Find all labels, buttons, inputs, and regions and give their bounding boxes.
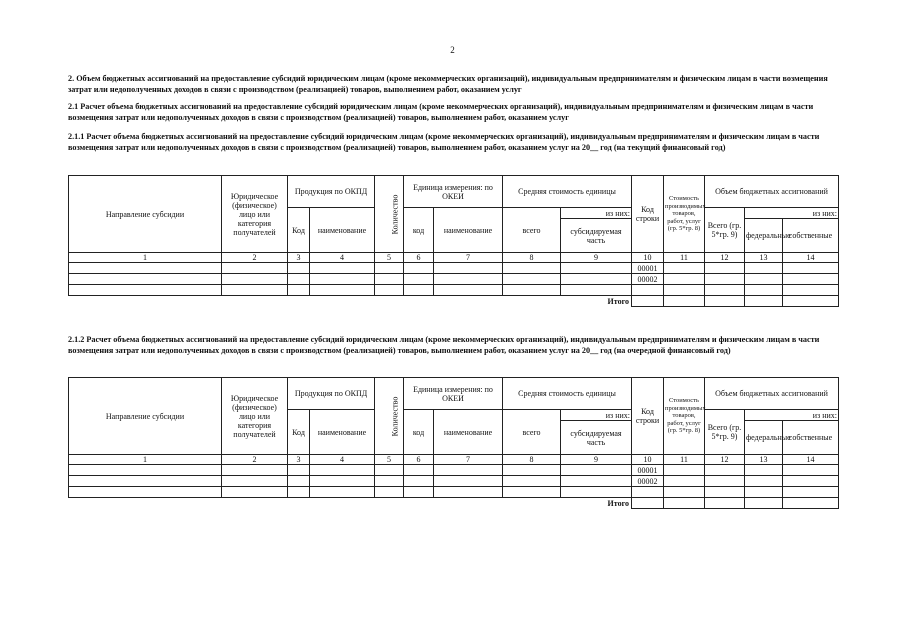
table-cell[interactable] — [434, 274, 503, 285]
table-cell[interactable] — [745, 274, 783, 285]
header-budget-of-them: из них: — [745, 208, 839, 219]
table-cell[interactable] — [783, 285, 839, 296]
table-cell[interactable] — [632, 285, 664, 296]
table-cell[interactable] — [222, 487, 288, 498]
column-number: 6 — [404, 253, 434, 263]
table-row — [69, 476, 839, 487]
header-okpd-name: наименование — [310, 208, 375, 253]
column-number: 12 — [705, 253, 745, 263]
section-2-1-1-heading: 2.1.1 Расчет объема бюджетных ассигнований на предоставление субсидий юридическим лицам (кроме некоммерческих организаций), индивидуальным предпринимателям и физическим лицам в части возмещения затрат или недополученных доходов в связи с производством (реализацией) товаров, выполнением работ, оказанием услуг на 20__ год (на текущий финансовый год) — [68, 132, 820, 152]
table-cell[interactable] — [745, 263, 783, 274]
table-cell[interactable] — [375, 274, 404, 285]
table-cell[interactable] — [561, 465, 632, 476]
table-cell[interactable] — [783, 476, 839, 487]
column-number: 13 — [745, 455, 783, 465]
table-cell[interactable] — [404, 487, 434, 498]
column-number: 4 — [310, 455, 375, 465]
total-row — [69, 498, 839, 509]
table-cell[interactable] — [561, 487, 632, 498]
table-cell[interactable] — [404, 263, 434, 274]
header-subsidized-part: субсидируемая часть — [561, 421, 632, 455]
column-number: 1 — [69, 253, 222, 263]
table-cell[interactable] — [288, 487, 310, 498]
table-cell[interactable] — [375, 285, 404, 296]
header-okpd: Продукция по ОКПД — [288, 176, 375, 208]
section-2-1-2-heading: 2.1.2 Расчет объема бюджетных ассигнований на предоставление субсидий юридическим лицам (кроме некоммерческих организаций), индивидуальным предпринимателям и физическим лицам в части возмещения затрат или недополученных доходов в связи с производством (реализацией) товаров, выполнением работ, оказанием услуг на 20__ год (на очередной финансовый год) — [68, 335, 820, 355]
header-unit: Единица измерения: по ОКЕИ — [404, 378, 503, 410]
table-cell[interactable] — [288, 465, 310, 476]
table-cell[interactable] — [503, 263, 561, 274]
column-number: 8 — [503, 253, 561, 263]
header-production-cost: Стоимость производимых товаров, работ, услуг (гр. 5*гр. 8) — [664, 176, 705, 253]
column-number: 9 — [561, 253, 632, 263]
table-cell[interactable] — [404, 476, 434, 487]
header-okpd-code: Код — [288, 410, 310, 455]
column-number: 8 — [503, 455, 561, 465]
table-cell[interactable] — [222, 274, 288, 285]
table-cell[interactable] — [632, 296, 664, 307]
column-number: 5 — [375, 455, 404, 465]
section-2-1-heading: 2.1 Расчет объема бюджетных ассигнований на предоставление субсидий юридическим лицам (кроме некоммерческих организаций), индивидуальным предпринимателям и физическим лицам в части возмещения затрат или недополученных доходов в связи с производством (реализацией) товаров, выполнением работ, оказанием услуг — [68, 102, 814, 122]
table-cell[interactable] — [222, 263, 288, 274]
header-okei-code: код — [404, 410, 434, 455]
header-budget-volume: Объем бюджетных ассигнований — [705, 378, 839, 410]
table-cell[interactable] — [783, 274, 839, 285]
row-code-cell: 00001 — [632, 465, 664, 476]
table-cell[interactable] — [745, 296, 783, 307]
table-cell[interactable] — [705, 274, 745, 285]
table-row — [69, 274, 839, 285]
header-row-code: Код строки — [632, 378, 664, 455]
table-cell[interactable] — [404, 285, 434, 296]
table-cell[interactable] — [434, 285, 503, 296]
row-code-cell: 00002 — [632, 476, 664, 487]
table-cell[interactable] — [310, 274, 375, 285]
table-cell[interactable] — [561, 476, 632, 487]
table-cell[interactable] — [783, 465, 839, 476]
header-okpd: Продукция по ОКПД — [288, 378, 375, 410]
header-federal: федеральные — [745, 219, 783, 253]
table-cell[interactable] — [434, 487, 503, 498]
table-cell[interactable] — [632, 498, 664, 509]
table-cell[interactable] — [434, 476, 503, 487]
table-cell[interactable] — [69, 476, 222, 487]
table-cell[interactable] — [783, 296, 839, 307]
table-cell[interactable] — [664, 487, 705, 498]
table-cell[interactable] — [745, 285, 783, 296]
header-budget-volume: Объем бюджетных ассигнований — [705, 176, 839, 208]
row-code-cell: 00002 — [632, 274, 664, 285]
table-cell[interactable] — [375, 476, 404, 487]
table-cell[interactable] — [745, 476, 783, 487]
table-cell[interactable] — [222, 465, 288, 476]
total-row — [69, 296, 839, 307]
header-avg-cost: Средняя стоимость единицы — [503, 176, 632, 208]
header-avg-total: всего — [503, 410, 561, 455]
table-cell[interactable] — [503, 285, 561, 296]
table-cell[interactable] — [664, 296, 705, 307]
table-cell[interactable] — [434, 263, 503, 274]
table-cell[interactable] — [664, 498, 705, 509]
table-cell[interactable] — [561, 274, 632, 285]
table-cell[interactable] — [783, 263, 839, 274]
table-cell[interactable] — [783, 487, 839, 498]
table-cell[interactable] — [503, 476, 561, 487]
table-cell[interactable] — [310, 285, 375, 296]
total-label: Итого — [607, 498, 629, 508]
table-row — [69, 465, 839, 476]
table-cell[interactable] — [745, 498, 783, 509]
table-cell[interactable] — [69, 274, 222, 285]
header-okei-name: наименование — [434, 410, 503, 455]
header-direction: Направление субсидии — [69, 176, 222, 253]
table-cell[interactable] — [632, 487, 664, 498]
header-legal-entity: Юридическое (физическое) лицо или категория получателей — [222, 378, 288, 455]
table-cell[interactable] — [705, 263, 745, 274]
header-okpd-name: наименование — [310, 410, 375, 455]
table-cell[interactable] — [375, 465, 404, 476]
table-cell[interactable] — [288, 263, 310, 274]
header-legal-entity: Юридическое (физическое) лицо или категория получателей — [222, 176, 288, 253]
table-cell[interactable] — [664, 274, 705, 285]
column-number: 2 — [222, 253, 288, 263]
header-production-cost: Стоимость производимых товаров, работ, услуг (гр. 5*гр. 8) — [664, 378, 705, 455]
table-cell[interactable] — [288, 274, 310, 285]
table-cell[interactable] — [561, 263, 632, 274]
table-cell[interactable] — [434, 465, 503, 476]
header-avg-total: всего — [503, 208, 561, 253]
column-number: 3 — [288, 455, 310, 465]
table-cell[interactable] — [69, 465, 222, 476]
column-number: 12 — [705, 455, 745, 465]
table-cell[interactable] — [69, 487, 222, 498]
table-cell[interactable] — [310, 476, 375, 487]
column-number: 1 — [69, 455, 222, 465]
table-row — [69, 487, 839, 498]
header-okei-code: код — [404, 208, 434, 253]
table-cell[interactable] — [375, 487, 404, 498]
table-cell[interactable] — [69, 263, 222, 274]
header-avg-of-them: из них: — [561, 410, 632, 421]
table-cell[interactable] — [705, 476, 745, 487]
column-number: 5 — [375, 253, 404, 263]
table-cell[interactable] — [705, 285, 745, 296]
column-number: 7 — [434, 253, 503, 263]
table-cell[interactable] — [705, 487, 745, 498]
column-number: 3 — [288, 253, 310, 263]
table-cell[interactable] — [69, 285, 222, 296]
row-code-cell: 00001 — [632, 263, 664, 274]
table-row — [69, 263, 839, 274]
column-number: 11 — [664, 253, 705, 263]
header-federal: федеральные — [745, 421, 783, 455]
header-own: собственные — [783, 219, 839, 253]
table-cell[interactable] — [664, 263, 705, 274]
header-unit: Единица измерения: по ОКЕИ — [404, 176, 503, 208]
table-cell[interactable] — [664, 476, 705, 487]
table-cell[interactable] — [664, 465, 705, 476]
header-direction: Направление субсидии — [69, 378, 222, 455]
table-cell[interactable] — [503, 274, 561, 285]
table-cell[interactable] — [664, 285, 705, 296]
header-avg-of-them: из них: — [561, 208, 632, 219]
column-number: 11 — [664, 455, 705, 465]
header-subsidized-part: субсидируемая часть — [561, 219, 632, 253]
column-number: 2 — [222, 455, 288, 465]
header-total-budget: Всего (гр. 5*гр. 9) — [705, 410, 745, 455]
table-cell[interactable] — [310, 465, 375, 476]
header-row-code: Код строки — [632, 176, 664, 253]
table-cell[interactable] — [503, 465, 561, 476]
header-okei-name: наименование — [434, 208, 503, 253]
table-cell[interactable] — [222, 285, 288, 296]
subsidy-table-current-year — [68, 175, 839, 307]
column-number: 6 — [404, 455, 434, 465]
table-cell[interactable] — [222, 476, 288, 487]
column-number: 4 — [310, 253, 375, 263]
table-cell[interactable] — [705, 465, 745, 476]
header-avg-cost: Средняя стоимость единицы — [503, 378, 632, 410]
header-own: собственные — [783, 421, 839, 455]
table-cell[interactable] — [375, 263, 404, 274]
column-number: 14 — [783, 455, 839, 465]
table-cell[interactable] — [705, 296, 745, 307]
table-cell[interactable] — [705, 498, 745, 509]
column-number: 9 — [561, 455, 632, 465]
table-cell[interactable] — [745, 487, 783, 498]
column-number: 7 — [434, 455, 503, 465]
table-cell[interactable] — [288, 285, 310, 296]
column-number: 14 — [783, 253, 839, 263]
column-number: 13 — [745, 253, 783, 263]
table-cell[interactable] — [404, 465, 434, 476]
table-cell[interactable] — [404, 274, 434, 285]
column-number: 10 — [632, 455, 664, 465]
table-cell[interactable] — [783, 498, 839, 509]
table-cell[interactable] — [561, 285, 632, 296]
table-cell[interactable] — [288, 476, 310, 487]
table-cell[interactable] — [310, 263, 375, 274]
page-number: 2 — [450, 45, 455, 55]
total-label: Итого — [607, 296, 629, 306]
header-quantity: Количество — [375, 378, 404, 455]
section-2-heading: 2. Объем бюджетных ассигнований на предоставление субсидий юридическим лицам (кроме некоммерческих организаций), индивидуальным предпринимателям и физическим лицам в части возмещения затрат или недополученных доходов в связи с производством (реализацией) товаров, выполнением работ, оказанием услуг — [68, 74, 828, 94]
table-cell[interactable] — [503, 487, 561, 498]
table-cell[interactable] — [745, 465, 783, 476]
table-row — [69, 285, 839, 296]
header-budget-of-them: из них: — [745, 410, 839, 421]
column-number: 10 — [632, 253, 664, 263]
subsidy-table-next-year — [68, 377, 839, 509]
table-cell[interactable] — [310, 487, 375, 498]
header-total-budget: Всего (гр. 5*гр. 9) — [705, 208, 745, 253]
header-okpd-code: Код — [288, 208, 310, 253]
header-quantity: Количество — [375, 176, 404, 253]
